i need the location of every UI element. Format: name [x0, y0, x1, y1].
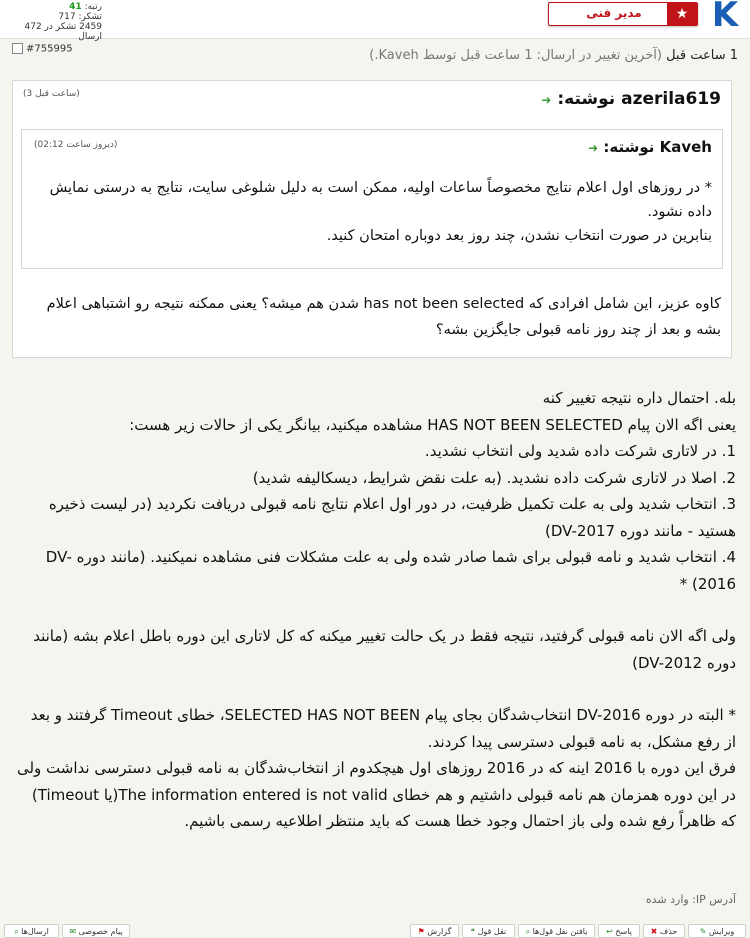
reply-button[interactable]	[598, 924, 640, 938]
delete-x-icon: ✖	[650, 927, 658, 936]
pm-label: پیام خصوصی	[78, 927, 123, 936]
rank-label: رتبه:	[84, 2, 102, 12]
outer-quote-time: (3 ساعت قبل)	[23, 89, 80, 99]
post-paragraph: ولی اگه الان نامه قبولی گرفتید، نتیجه فقط در یک حالت تغییر میکنه که کل لاتاری این دوره باطل اعلام بشه (مانند دوره DV-2012)	[33, 627, 736, 672]
role-badge	[548, 2, 698, 26]
site-logo[interactable]: K	[711, 0, 739, 35]
post-id-link[interactable]: #755995	[26, 43, 73, 55]
outer-quote-body: کاوه عزیز، این شامل افرادی که has not been selected شدن هم میشه؟ یعنی ممکنه نتیجه رو اشتباهی اعلام بشه و بعد از چند روز نامه قبولی جایگزین بشه؟	[46, 296, 721, 338]
quote-icon: ❝	[470, 927, 476, 936]
goto-post-arrow-icon[interactable]: ➜	[588, 141, 599, 155]
find-quotes-button[interactable]	[518, 924, 595, 938]
inner-quote-line: بنابرین در صورت انتخاب نشدن، چند روز بعد دوباره امتحان کنید.	[326, 228, 712, 244]
role-badge-label: مدیر فنی	[586, 6, 642, 20]
report-button[interactable]	[410, 924, 459, 938]
inner-quote	[21, 129, 723, 269]
outer-quote-header	[541, 89, 721, 109]
pencil-icon: ✎	[699, 927, 707, 936]
inner-quote-author[interactable]: Kaveh	[659, 138, 712, 156]
reply-label: پاسخ	[615, 927, 632, 936]
find-quotes-label: یافتن نقل قول‌ها	[532, 927, 588, 936]
post-id[interactable]	[12, 43, 73, 55]
inner-quote-wrote-label: نوشته:	[603, 138, 655, 156]
edit-label: ویرایش	[709, 927, 735, 936]
posts-button[interactable]	[4, 924, 59, 938]
reply-icon: ↩	[606, 927, 613, 936]
post-actions	[0, 924, 750, 938]
quote-button[interactable]	[462, 924, 515, 938]
outer-quote-author[interactable]: azerila619	[621, 89, 721, 109]
post-list-item: 3. انتخاب شدید ولی به علت تکمیل ظرفیت، در دور اول اعلام نتایج نامه قبولی دریافت نکردید (در لیست ذخیره هستید - مانند دوره DV-2017)	[48, 495, 736, 540]
post-list-item: 4. انتخاب شدید و نامه قبولی برای شما صادر شده ولی به علت مشکلات فنی مشاهده نمیکنید. (مانند دوره DV-2016) *	[45, 548, 736, 593]
pm-button[interactable]	[62, 924, 130, 938]
goto-post-arrow-icon[interactable]: ➜	[541, 93, 552, 107]
posted-time: 1 ساعت قبل	[666, 48, 738, 63]
star-icon: ★	[667, 3, 697, 25]
post-paragraph: فرق این دوره با 2016 اینه که در 2016 روزهای اول هیچکدوم از انتخاب‌شدگان به نامه قبولی دسترسی نداشت ولی در این دوره همزمان هم نامه قبولی داشتیم و هم خطای The information entered is not valid(یا Timeout) که ظاهراً رفع شده ولی باز احتمال وجود خطا هست که باید منتظر اطلاعیه رسمی باشیم.	[16, 759, 736, 830]
delete-label: حذف	[659, 927, 678, 936]
inner-quote-time: (دیروز ساعت 02:12)	[34, 140, 118, 150]
inner-quote-header	[588, 138, 712, 156]
post-paragraph: بله. احتمال داره نتیجه تغییر کنه	[542, 389, 736, 407]
edit-button[interactable]	[688, 924, 746, 938]
outer-quote	[12, 80, 732, 358]
delete-button[interactable]	[643, 924, 685, 938]
posts-label: ارسال‌ها	[21, 927, 49, 936]
post-time-line	[369, 48, 738, 63]
ip-address: آدرس IP: وارد شده	[645, 893, 736, 906]
post-body	[16, 385, 736, 835]
post-list-item: 2. اصلا در لاتاری شرکت داده نشدید. (به علت نقض شرایط، دیسکالیفه شدید)	[252, 468, 736, 487]
user-stats	[22, 2, 102, 42]
search-icon: ⌕	[14, 927, 19, 936]
search-icon: ⌕	[525, 927, 531, 936]
edit-note: (آخرین تغییر در ارسال: 1 ساعت قبل توسط Kaveh.)	[369, 48, 662, 63]
thanks-line	[22, 12, 102, 22]
post-paragraph: * البته در دوره DV-2016 انتخاب‌شدگان بجای پیام SELECTED HAS NOT BEEN، خطای Timeout گرفتند و بعد از رفع مشکل، به نامه قبولی دسترسی پیدا کردند.	[30, 706, 736, 751]
inner-quote-body	[34, 176, 712, 248]
report-label: گزارش	[427, 927, 452, 936]
report-flag-icon: ⚑	[417, 927, 425, 936]
post-header-bar	[0, 0, 750, 42]
rank-value: 41	[69, 2, 82, 12]
outer-quote-wrote-label: نوشته:	[557, 89, 616, 109]
thanks-value: 717	[58, 12, 76, 22]
post-paragraph: یعنی اگه الان پیام HAS NOT BEEN SELECTED مشاهده میکنید، بیانگر یکی از حالات زیر هست:	[129, 415, 736, 434]
rank-line	[22, 2, 102, 12]
thanks-summary: 2459 تشکر در 472 ارسال	[24, 22, 102, 42]
post-list-item: 1. در لاتاری شرکت داده شدید ولی انتخاب نشدید.	[424, 442, 736, 460]
spacer	[16, 676, 736, 702]
select-checkbox[interactable]	[12, 43, 23, 54]
quote-label: نقل قول	[477, 927, 507, 936]
inner-quote-line: * در روزهای اول اعلام نتایج مخصوصاً ساعات اولیه، ممکن است به دلیل شلوغی سایت، نتایج به درستی نمایش داده نشود.	[49, 180, 712, 220]
spacer	[16, 597, 736, 623]
envelope-icon: ✉	[69, 927, 77, 936]
thanks-label: تشکر:	[78, 12, 102, 22]
